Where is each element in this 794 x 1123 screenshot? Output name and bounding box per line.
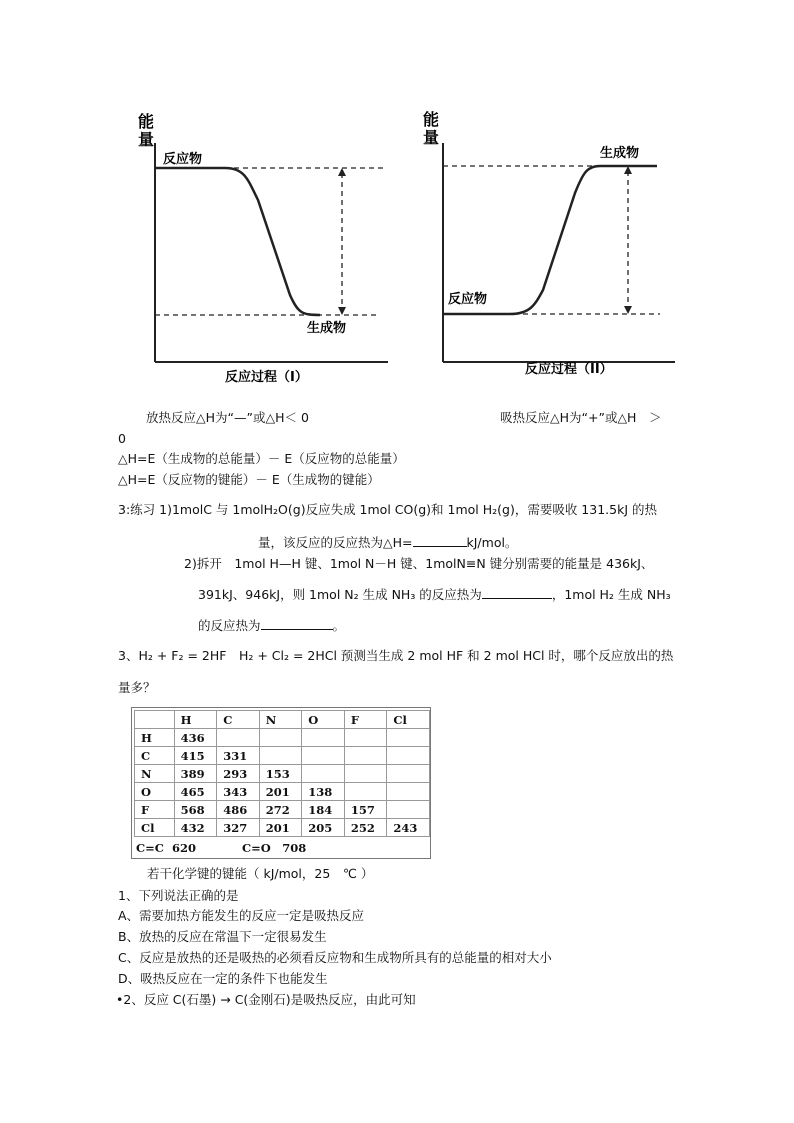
exercise-2-prefix-2: 的反应热为 — [198, 618, 261, 633]
delta-h-formula-bond: △H=E（反应物的键能）－ E（生成物的键能） — [118, 472, 380, 487]
endothermic-sign-note: 吸热反应△H为“+”或△H ＞ — [500, 410, 662, 425]
table-cell — [387, 729, 430, 747]
table-cell: 138 — [302, 783, 345, 801]
mc-question-1-option-a: A、需要加热方能发生的反应一定是吸热反应 — [118, 908, 365, 923]
exercise-2-end: 。 — [332, 618, 346, 633]
table-header-cell: H — [174, 711, 217, 729]
table-cell: 436 — [174, 729, 217, 747]
question-3-line-2: 量多？ — [118, 680, 156, 695]
table-row — [135, 783, 430, 801]
table-cell — [302, 747, 345, 765]
table-row — [135, 801, 430, 819]
mc-question-2: •2、反应 C(石墨) → C(金刚石)是吸热反应，由此可知 — [116, 992, 416, 1007]
exercise-2-line-1: 2)拆开 1mol H—H 键、1mol N－H 键、1molN≡N 键分别需要的能量是 436kJ、 — [184, 556, 654, 571]
table-row — [135, 747, 430, 765]
table-cell — [302, 765, 345, 783]
arrow-head-bottom — [624, 306, 632, 314]
table-cell — [302, 729, 345, 747]
mc-question-1-option-d: D、吸热反应在一定的条件下也能发生 — [118, 971, 328, 986]
product-label: 生成物 — [600, 146, 640, 161]
table-cell — [387, 747, 430, 765]
table-cell: 343 — [217, 783, 260, 801]
exercise-1-prefix: 量，该反应的反应热为△H= — [258, 535, 413, 550]
table-cell: 157 — [344, 801, 387, 819]
y-axis-label-bottom: 量 — [423, 128, 440, 147]
exercise-2-line-2 — [198, 586, 671, 603]
energy-curve — [155, 168, 320, 315]
table-cell: 568 — [174, 801, 217, 819]
exercise-2-line-3 — [198, 617, 345, 634]
exercise-1-unit: kJ/mol。 — [466, 535, 518, 550]
reactant-label: 反应物 — [163, 152, 203, 167]
table-caption: 若干化学键的键能（ kJ/mol，25 ℃ ） — [147, 866, 374, 881]
table-cell: O — [135, 783, 175, 801]
exercise-1-line-1: 3:练习 1)1molC 与 1molH₂O(g)反应失成 1mol CO(g)和 1mol H₂(g)，需要吸收 131.5kJ 的热 — [118, 502, 657, 517]
table-cell: 331 — [217, 747, 260, 765]
question-3-line-1: 3、H₂ + F₂ = 2HF H₂ + Cl₂ = 2HCl 预测当生成 2 mol HF 和 2 mol HCl 时，哪个反应放出的热 — [118, 648, 674, 663]
table-cell: 486 — [217, 801, 260, 819]
table-header-cell: F — [344, 711, 387, 729]
table-header-cell: Cl — [387, 711, 430, 729]
x-axis-label: 反应过程（I） — [225, 370, 308, 385]
table-header-row — [135, 711, 430, 729]
table-cell: 184 — [302, 801, 345, 819]
product-label: 生成物 — [307, 321, 347, 336]
table-cell: 153 — [259, 765, 302, 783]
delta-h-formula-energy: △H=E（生成物的总能量）－ E（反应物的总能量） — [118, 451, 405, 466]
exothermic-energy-diagram — [130, 105, 395, 385]
table-cell: 205 — [302, 819, 345, 837]
table-cell: 415 — [174, 747, 217, 765]
exothermic-sign-note: 放热反应△H为“—”或△H＜ 0 — [146, 410, 309, 425]
table-cell: C — [135, 747, 175, 765]
arrow-head-top — [338, 168, 346, 176]
table-cell — [387, 765, 430, 783]
table-cell: 201 — [259, 783, 302, 801]
table-cell — [259, 729, 302, 747]
endothermic-sign-note-zero: 0 — [118, 431, 126, 446]
table-cell — [387, 801, 430, 819]
table-cell: 243 — [387, 819, 430, 837]
table-row — [135, 729, 430, 747]
table-cell: 201 — [259, 819, 302, 837]
table-cell — [217, 729, 260, 747]
table-cell — [387, 783, 430, 801]
table-row — [135, 765, 430, 783]
exercise-2-mid: ，1mol H₂ 生成 NH₃ — [551, 587, 671, 602]
answer-blank-h2[interactable] — [261, 617, 333, 630]
table-cell — [344, 765, 387, 783]
endothermic-energy-diagram — [415, 105, 680, 385]
exercise-2-prefix: 391kJ、946kJ，则 1mol N₂ 生成 NH₃ 的反应热为 — [198, 587, 482, 602]
table-cell — [344, 783, 387, 801]
y-axis-label-top: 能 — [423, 110, 440, 129]
table-row — [135, 819, 430, 837]
table-header-cell — [135, 711, 175, 729]
mc-question-1-option-b: B、放热的反应在常温下一定很易发生 — [118, 929, 327, 944]
answer-blank[interactable] — [413, 534, 467, 547]
table-header-cell: C — [217, 711, 260, 729]
table-footer: C=C 620 C=O 708 — [136, 841, 307, 855]
answer-blank-n2[interactable] — [482, 586, 552, 599]
bond-energy-table — [134, 710, 430, 837]
y-axis-label-top: 能 — [138, 112, 155, 131]
table-cell — [259, 747, 302, 765]
table-cell: H — [135, 729, 175, 747]
table-cell: 465 — [174, 783, 217, 801]
table-cell: 252 — [344, 819, 387, 837]
table-cell: 327 — [217, 819, 260, 837]
arrow-head-bottom — [338, 307, 346, 315]
table-header-cell: O — [302, 711, 345, 729]
table-cell: F — [135, 801, 175, 819]
mc-question-1-option-c: C、反应是放热的还是吸热的必须看反应物和生成物所具有的总能量的相对大小 — [118, 950, 552, 965]
table-cell: 272 — [259, 801, 302, 819]
table-cell: N — [135, 765, 175, 783]
y-axis-label-bottom: 量 — [138, 130, 155, 149]
table-header-cell: N — [259, 711, 302, 729]
table-cell — [344, 747, 387, 765]
mc-question-1: 1、下列说法正确的是 — [118, 888, 239, 903]
exercise-1-line-2 — [258, 534, 517, 551]
bond-energy-table-frame — [131, 707, 431, 859]
table-cell: 432 — [174, 819, 217, 837]
table-cell: 293 — [217, 765, 260, 783]
table-cell: Cl — [135, 819, 175, 837]
x-axis-label: 反应过程（II） — [525, 362, 613, 377]
table-cell: 389 — [174, 765, 217, 783]
reactant-label: 反应物 — [448, 292, 488, 307]
table-cell — [344, 729, 387, 747]
